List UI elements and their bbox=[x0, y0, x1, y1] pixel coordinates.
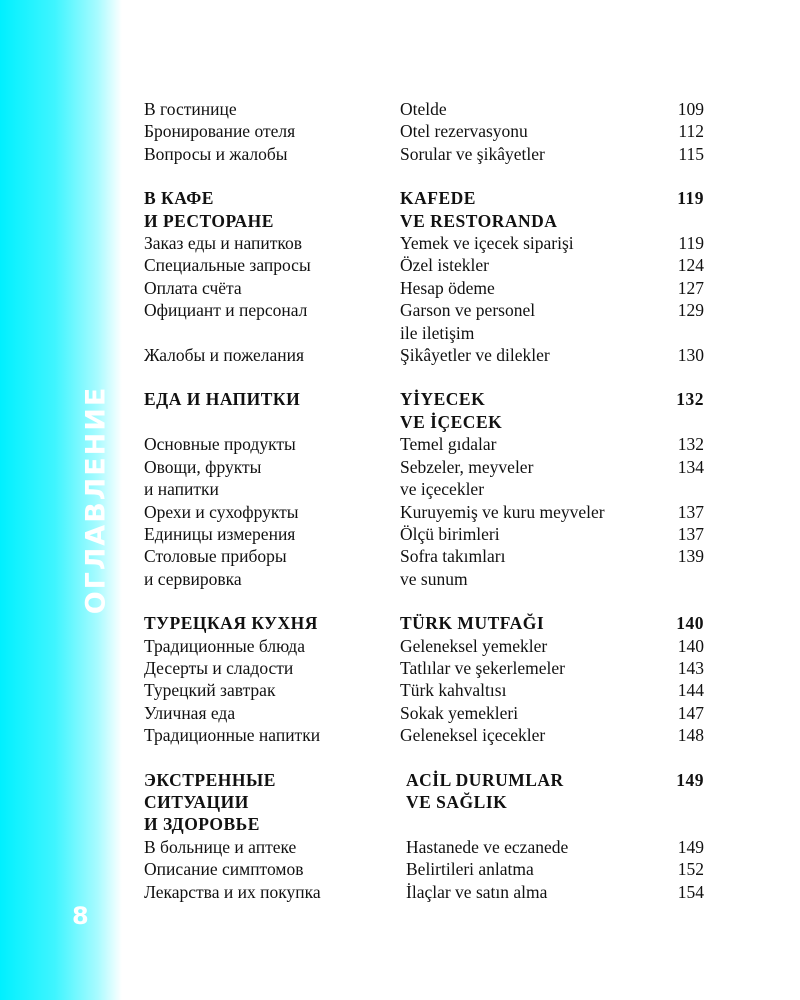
entry-page-number: 139 bbox=[677, 546, 704, 567]
entry-title-tr-line: Temel gıdalar bbox=[400, 434, 497, 455]
entry-page-number: 140 bbox=[677, 635, 704, 656]
entry-title-ru-line: Турецкий завтрак bbox=[144, 680, 276, 701]
entry-page-number: 137 bbox=[677, 501, 704, 522]
entry-page-number: 149 bbox=[676, 769, 704, 790]
toc-entry[interactable] bbox=[144, 635, 704, 657]
entry-title-tr-line: YİYECEK bbox=[400, 389, 486, 410]
entry-title-ru bbox=[144, 501, 400, 523]
entry-page-number: 147 bbox=[677, 702, 704, 723]
entry-title-tr bbox=[400, 143, 662, 165]
entry-page-number: 137 bbox=[677, 523, 704, 544]
entry-title-ru bbox=[144, 299, 400, 344]
entry-title-ru-line: В КАФЕ bbox=[144, 188, 214, 209]
entry-title-ru bbox=[144, 545, 400, 590]
entry-title-ru-line: Лекарства и их покупка bbox=[144, 881, 321, 902]
entry-page-number: 152 bbox=[677, 859, 704, 880]
entry-title-ru bbox=[144, 433, 400, 455]
toc-entry[interactable] bbox=[144, 836, 704, 858]
entry-title-ru bbox=[144, 657, 400, 679]
entry-title-ru bbox=[144, 143, 400, 165]
entry-page-number: 130 bbox=[677, 345, 704, 366]
toc-entry[interactable] bbox=[144, 679, 704, 701]
entry-title-tr bbox=[400, 612, 662, 634]
entry-title-ru-line: Жалобы и пожелания bbox=[144, 345, 305, 366]
entry-title-tr bbox=[400, 702, 662, 724]
entry-title-tr-line: Türk kahvaltısı bbox=[400, 680, 507, 701]
entry-title-ru-line: Столовые приборы bbox=[144, 546, 287, 567]
entry-title-tr-line: Sofra takımları bbox=[400, 546, 506, 567]
entry-title-ru-line: и напитки bbox=[144, 479, 219, 500]
entry-title-ru bbox=[144, 232, 400, 254]
entry-title-ru-line: ЕДА И НАПИТКИ bbox=[144, 389, 301, 410]
entry-page-number: 132 bbox=[676, 389, 704, 410]
entry-title-ru-line: Уличная еда bbox=[144, 702, 236, 723]
entry-title-tr bbox=[400, 724, 662, 746]
entry-title-ru bbox=[144, 635, 400, 657]
entry-title-ru-line: Оплата счёта bbox=[144, 277, 242, 298]
entry-title-tr bbox=[400, 657, 662, 679]
toc-entry[interactable] bbox=[144, 344, 704, 366]
entry-title-tr-line: Otelde bbox=[400, 99, 447, 119]
entry-title-ru-line: Традиционные напитки bbox=[144, 725, 321, 746]
entry-title-ru bbox=[144, 858, 400, 880]
entry-title-tr-line: ve içecekler bbox=[400, 479, 485, 500]
page-number: 8 bbox=[72, 902, 89, 930]
entry-title-ru-line: Бронирование отеля bbox=[144, 121, 296, 142]
entry-title-ru bbox=[144, 98, 400, 120]
entry-title-tr bbox=[400, 881, 662, 903]
entry-title-tr-line: ile iletişim bbox=[400, 322, 475, 343]
entry-title-tr bbox=[400, 679, 662, 701]
entry-title-ru-line: ТУРЕЦКАЯ КУХНЯ bbox=[144, 613, 318, 634]
entry-title-tr-line: ve sunum bbox=[400, 568, 468, 589]
entry-page-number: 109 bbox=[677, 99, 704, 119]
entry-title-ru bbox=[144, 836, 400, 858]
entry-title-ru-line: ЭКСТРЕННЫЕ bbox=[144, 769, 276, 790]
entry-title-tr bbox=[400, 299, 662, 344]
toc-entry[interactable] bbox=[144, 702, 704, 724]
toc-section bbox=[144, 612, 704, 746]
toc-section-heading[interactable] bbox=[144, 769, 704, 836]
entry-title-ru-line: Заказ еды и напитков bbox=[144, 233, 303, 254]
toc-section-heading[interactable] bbox=[144, 612, 704, 634]
entry-title-ru-line: Описание симптомов bbox=[144, 859, 304, 880]
entry-title-ru bbox=[144, 523, 400, 545]
toc-entry[interactable] bbox=[144, 858, 704, 880]
entry-title-ru-line: В больнице и аптеке bbox=[144, 836, 297, 857]
entry-title-tr bbox=[400, 254, 662, 276]
entry-title-tr bbox=[400, 98, 662, 120]
toc-section bbox=[144, 98, 704, 165]
entry-title-tr bbox=[400, 187, 662, 232]
entry-title-tr-line: Ölçü birimleri bbox=[400, 523, 500, 544]
side-band bbox=[0, 0, 122, 1000]
entry-title-tr-line: Geleneksel yemekler bbox=[400, 635, 548, 656]
toc-section bbox=[144, 769, 704, 903]
entry-title-ru-line: и сервировка bbox=[144, 568, 242, 589]
toc-entry[interactable] bbox=[144, 433, 704, 455]
entry-title-tr bbox=[400, 277, 662, 299]
entry-title-ru-line: Единицы измерения bbox=[144, 523, 296, 544]
entry-title-tr-line: ACİL DURUMLAR bbox=[406, 769, 564, 790]
entry-title-tr-line: VE İÇECEK bbox=[400, 411, 503, 432]
entry-title-ru-line: СИТУАЦИИ bbox=[144, 791, 249, 812]
entry-title-tr-line: Sebzeler, meyveler bbox=[400, 456, 534, 477]
entry-title-ru bbox=[144, 702, 400, 724]
entry-title-tr bbox=[400, 545, 662, 590]
entry-title-ru-line: Овощи, фрукты bbox=[144, 456, 262, 477]
toc-entry[interactable] bbox=[144, 299, 704, 344]
toc-section-heading[interactable] bbox=[144, 187, 704, 232]
entry-title-tr bbox=[400, 769, 662, 836]
entry-title-tr-line: İlaçlar ve satın alma bbox=[406, 881, 548, 902]
entry-title-ru-line: Орехи и сухофрукты bbox=[144, 501, 299, 522]
toc-entry[interactable] bbox=[144, 456, 704, 501]
entry-title-ru bbox=[144, 277, 400, 299]
entry-title-tr bbox=[400, 501, 662, 523]
toc-entry[interactable] bbox=[144, 254, 704, 276]
toc-entry[interactable] bbox=[144, 143, 704, 165]
entry-title-ru-line: Традиционные блюда bbox=[144, 635, 305, 656]
entry-title-tr-line: VE SAĞLIK bbox=[406, 791, 508, 812]
entry-title-tr-line: Sokak yemekleri bbox=[400, 702, 519, 723]
entry-page-number: 112 bbox=[678, 121, 704, 142]
toc-section-heading[interactable] bbox=[144, 388, 704, 433]
entry-page-number: 144 bbox=[677, 680, 704, 701]
entry-page-number: 140 bbox=[676, 613, 704, 634]
toc-entry[interactable] bbox=[144, 523, 704, 545]
entry-title-tr bbox=[400, 344, 662, 366]
entry-title-ru bbox=[144, 388, 400, 433]
entry-title-tr-line: Hastanede ve eczanede bbox=[406, 836, 569, 857]
toc-entry[interactable] bbox=[144, 232, 704, 254]
table-of-contents bbox=[144, 98, 704, 925]
entry-title-tr-line: Sorular ve şikâyetler bbox=[400, 143, 545, 164]
toc-entry[interactable] bbox=[144, 881, 704, 903]
entry-page-number: 132 bbox=[677, 434, 704, 455]
entry-title-tr-line: Otel rezervasyonu bbox=[400, 121, 528, 142]
entry-page-number: 149 bbox=[677, 836, 704, 857]
entry-title-ru-line: Основные продукты bbox=[144, 434, 296, 455]
entry-title-tr-line: Geleneksel içecekler bbox=[400, 725, 546, 746]
entry-title-ru bbox=[144, 679, 400, 701]
entry-page-number: 115 bbox=[678, 143, 704, 164]
entry-title-ru-line: В гостинице bbox=[144, 99, 237, 119]
entry-page-number: 119 bbox=[678, 233, 704, 254]
toc-entry[interactable] bbox=[144, 98, 704, 120]
entry-title-tr-line: Kuruyemiş ve kuru meyveler bbox=[400, 501, 605, 522]
entry-title-ru bbox=[144, 881, 400, 903]
entry-page-number: 154 bbox=[677, 881, 704, 902]
toc-entry[interactable] bbox=[144, 501, 704, 523]
entry-title-tr-line: Şikâyetler ve dilekler bbox=[400, 345, 550, 366]
entry-title-tr bbox=[400, 120, 662, 142]
entry-page-number: 148 bbox=[677, 725, 704, 746]
entry-title-ru bbox=[144, 769, 400, 836]
entry-title-ru bbox=[144, 724, 400, 746]
entry-page-number: 127 bbox=[677, 277, 704, 298]
entry-title-ru-line: Десерты и сладости bbox=[144, 657, 294, 678]
entry-title-tr bbox=[400, 456, 662, 501]
entry-title-tr-line: Özel istekler bbox=[400, 255, 489, 276]
toc-section bbox=[144, 388, 704, 590]
entry-title-tr bbox=[400, 635, 662, 657]
toc-section bbox=[144, 187, 704, 366]
entry-title-ru-line: И ЗДОРОВЬЕ bbox=[144, 814, 260, 835]
toc-entry[interactable] bbox=[144, 120, 704, 142]
entry-title-tr-line: Hesap ödeme bbox=[400, 277, 495, 298]
entry-title-ru bbox=[144, 344, 400, 366]
entry-page-number: 143 bbox=[677, 657, 704, 678]
toc-entry[interactable] bbox=[144, 657, 704, 679]
entry-title-tr-line: Garson ve personel bbox=[400, 300, 536, 321]
entry-title-ru bbox=[144, 456, 400, 501]
toc-entry[interactable] bbox=[144, 724, 704, 746]
entry-page-number: 119 bbox=[677, 188, 704, 209]
entry-title-ru bbox=[144, 612, 400, 634]
entry-title-tr-line: Yemek ve içecek siparişi bbox=[400, 233, 574, 254]
side-title: ОГЛАВЛЕНИЕ bbox=[80, 385, 112, 615]
entry-title-tr-line: VE RESTORANDA bbox=[400, 210, 558, 231]
entry-title-tr bbox=[400, 858, 662, 880]
entry-title-ru-line: Вопросы и жалобы bbox=[144, 143, 288, 164]
entry-title-ru bbox=[144, 254, 400, 276]
entry-title-tr bbox=[400, 836, 662, 858]
entry-title-tr-line: KAFEDE bbox=[400, 188, 476, 209]
entry-title-tr bbox=[400, 433, 662, 455]
entry-title-ru bbox=[144, 187, 400, 232]
entry-title-tr-line: Tatlılar ve şekerlemeler bbox=[400, 657, 565, 678]
entry-page-number: 124 bbox=[677, 255, 704, 276]
entry-title-tr-line: TÜRK MUTFAĞI bbox=[400, 613, 545, 634]
entry-title-ru-line: Специальные запросы bbox=[144, 255, 311, 276]
entry-title-ru-line: Официант и персонал bbox=[144, 300, 308, 321]
entry-title-tr-line: Belirtileri anlatma bbox=[406, 859, 534, 880]
entry-title-ru-line: И РЕСТОРАНЕ bbox=[144, 210, 274, 231]
entry-page-number: 129 bbox=[677, 300, 704, 321]
toc-entry[interactable] bbox=[144, 277, 704, 299]
entry-title-tr bbox=[400, 388, 662, 433]
entry-title-tr bbox=[400, 523, 662, 545]
entry-title-tr bbox=[400, 232, 662, 254]
toc-entry[interactable] bbox=[144, 545, 704, 590]
entry-page-number: 134 bbox=[677, 456, 704, 477]
entry-title-ru bbox=[144, 120, 400, 142]
